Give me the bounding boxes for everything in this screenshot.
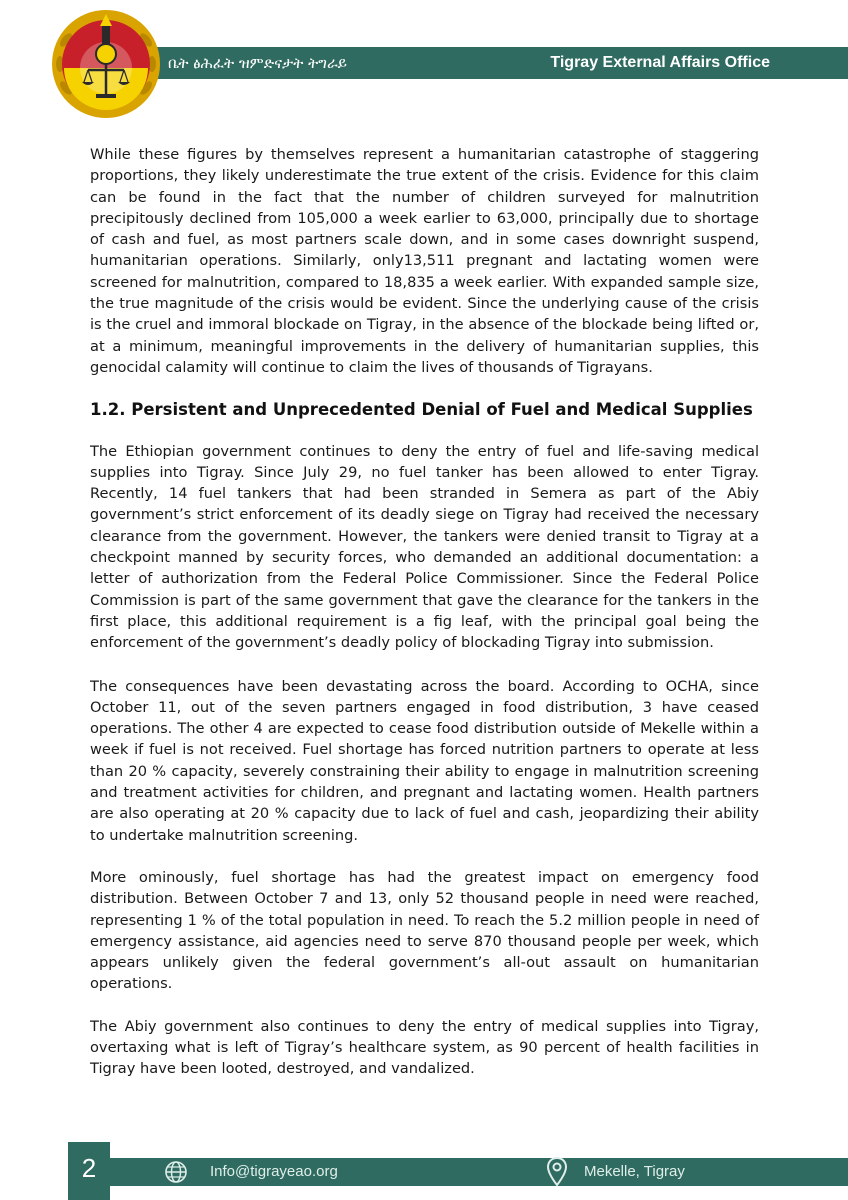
paragraph-1: While these figures by themselves represent a humanitarian catastrophe of staggering proportions, they likely underestimate the true extent of the crisis. Evidence for this claim can be found in the fact that the number of children surveyed for malnutrition precipitously declined from 105,000 a week earlier to 63,000, principally due to shortage of cash and fuel, as most partners scale down, and in some cases downright suspend, humanitarian operations. Similarly, only13,511 pregnant and lactating women were screened for malnutrition, compared to 18,835 a week earlier. With expanded sample size, the true magnitude of the crisis would be evident. Since the underlying cause of the crisis is the cruel and immoral blockade on Tigray, in the absence of the blockade being lifted or, at a minimum, meaningful improvements in the delivery of humanitarian supplies, this genocidal calamity will continue to claim the lives of thousands of Tigrayans. (90, 146, 759, 376)
paragraph-4: More ominously, fuel shortage has had the greatest impact on emergency food distribution. Between October 7 and 13, only 52 thousand people in need were reached, representing 1 % of the total population in need. To reach the 5.2 million people in need of emergency assistance, aid agencies need to serve 870 thousand people per week, which appears unlikely given the federal government’s all-out assault on humanitarian operations. (90, 868, 759, 993)
paragraph-5: The Abiy government also continues to deny the entry of medical supplies into Tigray, overtaxing what is left of Tigray’s healthcare system, as 90 percent of health facilities in Tigray have been looted, destroyed, and vandalized. (90, 1017, 759, 1078)
footer-location: Mekelle, Tigray (584, 1163, 685, 1180)
header-title: Tigray External Affairs Office (550, 54, 770, 71)
location-pin-icon (546, 1156, 568, 1188)
page-number: 2 (68, 1142, 110, 1200)
globe-icon (164, 1160, 188, 1184)
header-org-amharic: ቤት ፅሕፈት ዝምድናታት ትግራይ (168, 54, 347, 72)
paragraph-3: The consequences have been devastating across the board. According to OCHA, since October 11, out of the seven partners engaged in food distribution, 3 have ceased operations. The other 4 are expected to cease food distribution outside of Mekelle within a week if fuel is not received. Fuel shortage has forced nutrition partners to operate at less than 20 % capacity, severely constraining their ability to engage in malnutrition screening and treatment activities for children, and pregnant and lactating women. Health partners are also operating at 20 % capacity due to lack of fuel and cash, jeopardizing their ability to undertake malnutrition screening. (90, 677, 759, 844)
emblem-seal-icon (50, 8, 162, 120)
section-heading: 1.2. Persistent and Unprecedented Denial of Fuel and Medical Supplies (90, 400, 753, 420)
document-body (90, 144, 759, 1080)
paragraph-2: The Ethiopian government continues to deny the entry of fuel and life-saving medical supplies into Tigray. Since July 29, no fuel tanker has been allowed to enter Tigray. Recently, 14 fuel tankers that had been stranded in Semera as part of the Abiy government’s strict enforcement of its deadly siege on Tigray had received the necessary clearance from the government. However, the tankers were denied transit to Tigray at a checkpoint manned by security forces, who demanded an additional documentation: a letter of authorization from the Federal Police Commissioner. Since the Federal Police Commission is part of the same government that gave the clearance for the tankers in the first place, this additional requirement is a fig leaf, with the principal goal being the enforcement of the government’s deadly policy of blockading Tigray into submission. (90, 442, 759, 652)
footer-email-link[interactable]: Info@tigrayeao.org (210, 1163, 338, 1180)
